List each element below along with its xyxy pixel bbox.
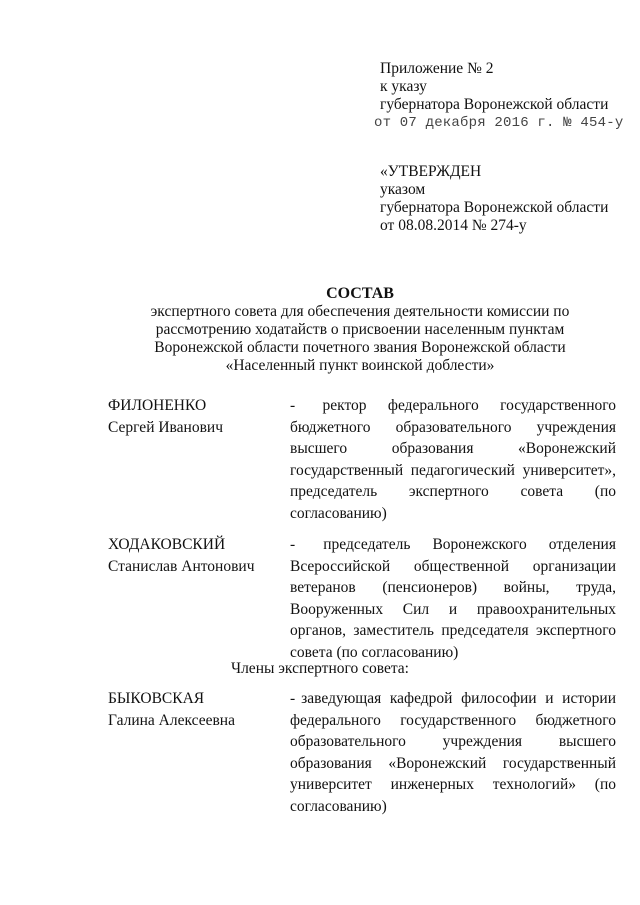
document-subtitle-line: Воронежской области почетного звания Воронежской области [154, 339, 566, 356]
approved-label: «УТВЕРЖДЕН [380, 163, 482, 180]
document-title-block [100, 285, 620, 375]
member-given-name: Сергей Иванович [108, 418, 224, 436]
member-name [108, 395, 290, 524]
role-dash: - [290, 397, 296, 414]
member-role [290, 534, 616, 663]
member-surname: БЫКОВСКАЯ [108, 690, 205, 707]
role-dash: - [290, 536, 296, 553]
council-members-heading: Члены экспертного совета: [231, 660, 409, 677]
member-role [290, 688, 616, 817]
appendix-decree-ref: к указу [380, 78, 427, 95]
member-surname: ХОДАКОВСКИЙ [108, 536, 226, 553]
member-name [108, 688, 290, 817]
approval-block [380, 163, 608, 235]
approved-date: от 08.08.2014 № 274-у [380, 217, 527, 234]
document-subtitle-line: рассмотрению ходатайств о присвоении населенным пунктам [155, 321, 565, 338]
member-entry [108, 534, 616, 663]
member-role [290, 395, 616, 524]
member-surname: ФИЛОНЕНКО [108, 397, 207, 414]
appendix-governor: губернатора Воронежской области [380, 96, 609, 113]
approved-by: указом [380, 181, 426, 198]
approved-governor: губернатора Воронежской области [380, 199, 609, 216]
document-title: СОСТАВ [326, 285, 394, 302]
appendix-number: Приложение № 2 [380, 60, 494, 77]
council-members-list [108, 688, 616, 827]
member-name [108, 534, 290, 663]
role-dash: - [290, 690, 296, 707]
member-role-text: ректор федерального государственного бюджетного образовательного учреждения высшего образования «Воронежский государственный педагогический университет», председатель экспертного совета (по согласованию) [290, 397, 616, 522]
member-given-name: Станислав Антонович [108, 557, 255, 575]
member-entry [108, 395, 616, 524]
appendix-header [374, 60, 624, 132]
appendix-date-stamp: от 07 декабря 2016 г. № 454-у [374, 115, 624, 131]
leadership-list [108, 395, 616, 673]
document-subtitle-line: «Населенный пункт воинской доблести» [225, 357, 495, 374]
member-given-name: Галина Алексеевна [108, 711, 235, 729]
member-entry [108, 688, 616, 817]
member-role-text: заведующая кафедрой философии и истории федерального государственного бюджетного образовательного учреждения высшего образования «Воронежский государственный университет инженерных технологий» (по согласованию) [290, 690, 616, 815]
member-role-text: председатель Воронежского отделения Всероссийской общественной организации ветеранов (пенсионеров) войны, труда, Вооруженных Сил и правоохранительных органов, заместитель председателя экспертного совета (по согласованию) [290, 536, 616, 661]
document-subtitle-line: экспертного совета для обеспечения деятельности комиссии по [150, 303, 570, 320]
